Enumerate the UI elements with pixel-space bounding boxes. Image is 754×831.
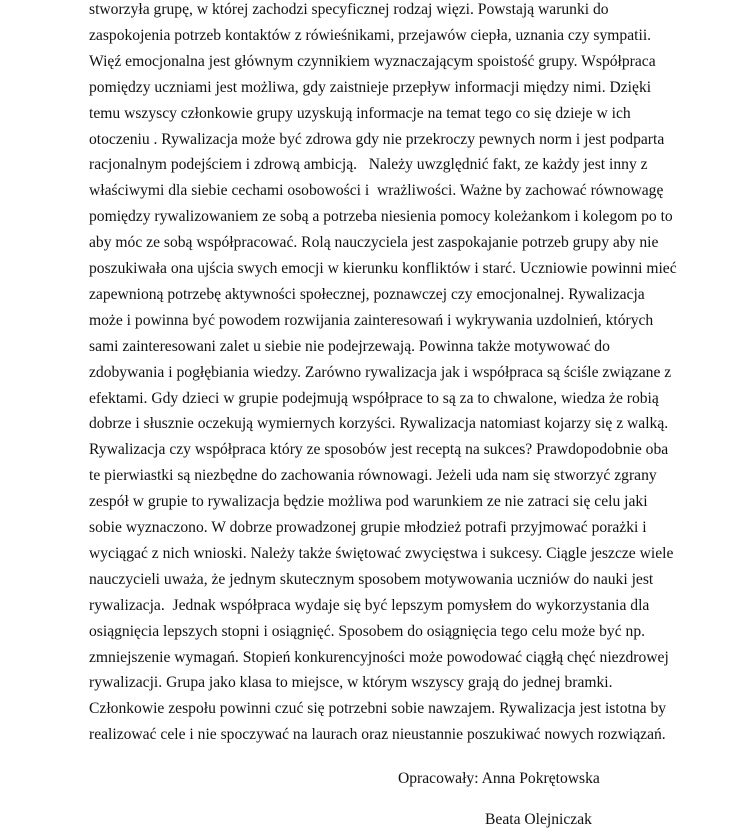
signature-authors: Opracowały: Anna Pokrętowska [398,770,600,787]
text-line: wyciągać z nich wnioski. Należy także świętować zwycięstwa i sukcesy. Ciągle jeszcze wiele [89,544,674,562]
text-line: może i powinna być powodem rozwijania zainteresowań i wykrywania uzdolnień, których [89,311,654,329]
text-line: pomiędzy uczniami jest możliwa, gdy zaistnieje przepływ informacji między nimi. Dzięki [89,78,652,96]
text-line: Rywalizacja czy współpraca który ze sposobów jest receptą na sukces? Prawdopodobnie oba [89,441,669,459]
text-line: dobrze i słusznie oczekują wymiernych korzyści. Rywalizacja natomiast kojarzy się z walką. [89,415,669,433]
text-line: zapewnioną potrzebę aktywności społecznej, poznawczej czy emocjonalnej. Rywalizacja [89,285,645,303]
text-line: racjonalnym podejściem i zdrową ambicją. Należy uwzględnić fakt, ze każdy jest inny z [89,156,648,174]
text-line: Członkowie zespołu powinni czuć się potrzebni sobie nawzajem. Rywalizacja jest istotna by [89,700,667,718]
text-line: poszukiwała ona ujścia swych emocji w kierunku konfliktów i starć. Uczniowie powinni mieć [89,260,677,277]
text-line: rywalizacji. Grupa jako klasa to miejsce, w którym wszyscy grają do jednej bramki. [89,674,613,692]
text-line: Więź emocjonalna jest głównym czynnikiem wyznaczającym spoistość grupy. Współpraca [89,52,656,70]
text-line: sami zainteresowani zalet u siebie nie podejrzewają. Powinna także motywować do [89,337,610,355]
text-line: sobie wyznaczono. W dobrze prowadzonej grupie młodzież potrafi przyjmować porażki i [89,519,647,536]
text-line: temu wszyscy członkowie grupy uzyskują informacje na temat tego co się dzieje w ich [89,104,631,122]
text-line: te pierwiastki są niezbędne do zachowania równowagi. Jeżeli uda nam się stworzyć zgrany [89,467,657,485]
text-line: realizować cele i nie spoczywać na laurach oraz nieustannie poszukiwać nowych rozwiązań. [89,726,666,744]
text-line: nauczycieli uważa, że jednym skutecznym sposobem motywowania uczniów do nauki jest [89,570,654,588]
text-line: pomiędzy rywalizowaniem ze sobą a potrzeba niesienia pomocy koleżankom i kolegom po to [89,208,673,226]
text-line: rywalizacja. Jednak współpraca wydaje się być lepszym pomysłem do wykorzystania dla [89,596,650,614]
text-line: otoczeniu . Rywalizacja może być zdrowa gdy nie przekroczy pewnych norm i jest podparta [89,130,665,148]
signature-second-author: Beata Olejniczak [485,811,592,828]
text-line: zmniejszenie wymagań. Stopień konkurencyjności może powodować ciągłą chęć niezdrowej [89,648,669,666]
text-line: zespół w grupie to rywalizacja będzie możliwa pod warunkiem ze nie zatraci się celu jaki [89,493,648,511]
text-line: stworzyła grupę, w której zachodzi specyficznej rodzaj więzi. Powstają warunki do [89,1,609,18]
text-line: efektami. Gdy dzieci w grupie podejmują współprace to są za to chwalone, wiedza że robią [89,389,659,407]
text-line: zaspokojenia potrzeb kontaktów z rówieśnikami, przejawów ciepła, uznania czy sympatii. [89,26,652,44]
text-line: osiągnięcia lepszych stopni i osiągnięć. Sposobem do osiągnięcia tego celu może być np. [89,622,646,640]
text-line: aby móc ze sobą współpracować. Rolą nauczyciela jest zaspokajanie potrzeb grupy aby nie [89,234,659,252]
text-line: właściwymi dla siebie cechami osobowości i wrażliwości. Ważne by zachować równowagę [89,182,664,200]
text-line: zdobywania i pogłębiania wiedzy. Zarówno rywalizacja jak i współpraca są ściśle związane z [89,363,672,381]
